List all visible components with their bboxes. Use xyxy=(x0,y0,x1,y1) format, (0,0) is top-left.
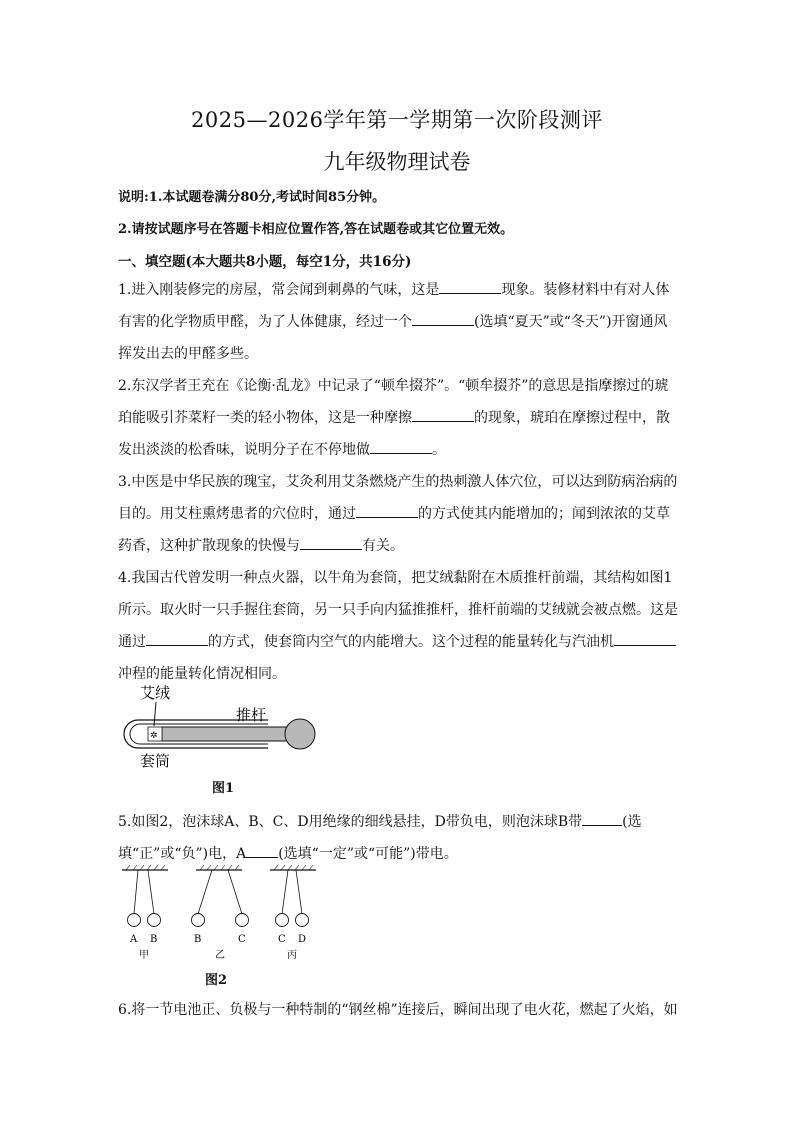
fig2-thread-c2 xyxy=(282,870,288,914)
fig2-label-d: D xyxy=(298,934,307,945)
note-line-1: 说明:1.本试题卷满分80分,考试时间85分钟。 xyxy=(118,190,386,205)
q2-blank-2 xyxy=(370,437,432,454)
q3-text-1: 3.中医是中华民族的瑰宝，艾灸利用艾条燃烧产生的热刺激人体穴位，可以达到防病治病的目的。用艾柱熏烤患者的穴位时，通过 xyxy=(118,474,678,522)
question-3 xyxy=(118,466,678,562)
q1-blank-1 xyxy=(439,277,501,294)
q4-text-3: 冲程的能量转化情况相同。 xyxy=(118,666,286,682)
fig2-thread-b2 xyxy=(198,870,212,914)
q5-blank-2 xyxy=(246,841,278,858)
fig2-ball-b2 xyxy=(192,914,205,927)
question-5 xyxy=(118,806,678,870)
figure-2-foam-balls xyxy=(118,864,328,964)
q6-text-1: 6.将一节电池正、负极与一种特制的“钢丝棉”连接后，瞬间出现了电火花，燃起了火焰，如 xyxy=(118,1002,678,1018)
q1-text-2: 现象。装修材料中有对人体有害的化学物质甲醛，为了人体健康，经过一个 xyxy=(118,282,670,330)
fig2-label-b2: B xyxy=(194,934,202,945)
q3-text-3: 有关。 xyxy=(362,538,404,554)
question-2 xyxy=(118,370,678,466)
figure-1-fire-piston xyxy=(118,678,330,770)
note-line-2: 2.请按试题序号在答题卡相应位置作答,答在试题卷或其它位置无效。 xyxy=(118,222,514,237)
fig1-tinder-mark: ✲ xyxy=(150,731,158,741)
q5-text-3: (选填“一定”或“可能”)带电。 xyxy=(278,846,458,862)
q3-blank-1 xyxy=(356,501,418,518)
q3-blank-2 xyxy=(300,533,362,550)
q2-text-3: 。 xyxy=(432,442,446,458)
fig2-group-yi: 乙 xyxy=(215,950,225,961)
fig2-group-bing: 丙 xyxy=(287,950,297,961)
q1-text-3: (选填“夏天”或“冬天”)开窗通风挥发出去的甲醛多些。 xyxy=(118,314,668,362)
exam-subtitle: 九年级物理试卷 xyxy=(323,150,471,174)
fig2-ceiling-yi xyxy=(196,865,242,870)
q2-text-1: 2.东汉学者王充在《论衡·乱龙》中记录了“顿牟掇芥”。“顿牟掇芥”的意思是指摩擦过的琥珀能吸引芥菜籽一类的轻小物体，这是一种摩擦 xyxy=(118,378,669,426)
fig1-push-rod xyxy=(162,727,288,741)
fig2-ball-d xyxy=(296,914,309,927)
fig2-group-jia: 甲 xyxy=(139,950,149,961)
fig2-ball-c1 xyxy=(236,914,249,927)
fig1-label-rod: 推杆 xyxy=(236,706,267,724)
figure-1-caption: 图1 xyxy=(212,781,235,796)
q5-text-1: 5.如图2，泡沫球A、B、C、D用绝缘的细线悬挂，D带负电，则泡沫球B带 xyxy=(118,814,583,830)
fig2-thread-a xyxy=(134,870,138,914)
fig2-thread-c1 xyxy=(228,870,242,914)
q5-text-2: (选填“正”或“负”)电，A xyxy=(118,814,642,862)
q2-blank-1 xyxy=(412,405,474,422)
question-6 xyxy=(118,994,688,1026)
fig2-label-c2: C xyxy=(278,934,286,945)
q5-blank-1 xyxy=(582,809,622,826)
figure-2-caption: 图2 xyxy=(205,973,228,988)
q4-blank-2 xyxy=(614,629,676,646)
q4-text-1: 4.我国古代曾发明一种点火器，以牛角为套筒，把艾绒黏附在木质推杆前端，其结构如图1所示。取火时一只手握住套筒，另一只手向内猛推推杆，推杆前端的艾绒就会被点燃。这是通过 xyxy=(118,570,678,650)
q4-text-2: 的方式，使套筒内空气的内能增大。这个过程的能量转化与汽油机 xyxy=(208,634,614,650)
fig2-thread-b1 xyxy=(148,870,154,914)
fig2-ball-c2 xyxy=(276,914,289,927)
q4-blank-1 xyxy=(146,629,208,646)
q2-text-2: 的现象，琥珀在摩擦过程中，散发出淡淡的松香味，说明分子在不停地做 xyxy=(118,410,670,458)
fig1-label-sleeve: 套筒 xyxy=(140,752,171,770)
fig2-label-c1: C xyxy=(238,934,246,945)
fig2-thread-d xyxy=(296,870,302,914)
section-heading: 一、填空题(本大题共8小题，每空1分，共16分) xyxy=(118,254,412,270)
fig2-label-b1: B xyxy=(150,934,158,945)
fig2-ball-a xyxy=(128,914,141,927)
exam-title: 2025—2026学年第一学期第一次阶段测评 xyxy=(191,108,603,132)
fig2-ball-b1 xyxy=(148,914,161,927)
fig1-tinder-pointer xyxy=(154,702,156,726)
fig2-ceiling-jia xyxy=(122,865,168,870)
question-4 xyxy=(118,562,678,690)
fig2-label-a: A xyxy=(130,934,138,945)
q3-text-2: 的方式使其内能增加的；闻到浓浓的艾草药香，这种扩散现象的快慢与 xyxy=(118,506,670,554)
fig2-ceiling-bing xyxy=(270,865,316,870)
question-1 xyxy=(118,274,678,370)
q1-blank-2 xyxy=(412,309,474,326)
fig1-label-tinder: 艾绒 xyxy=(140,684,171,702)
q1-text-1: 1.进入刚装修完的房屋，常会闻到刺鼻的气味，这是 xyxy=(118,282,440,298)
fig1-knob xyxy=(285,719,315,749)
